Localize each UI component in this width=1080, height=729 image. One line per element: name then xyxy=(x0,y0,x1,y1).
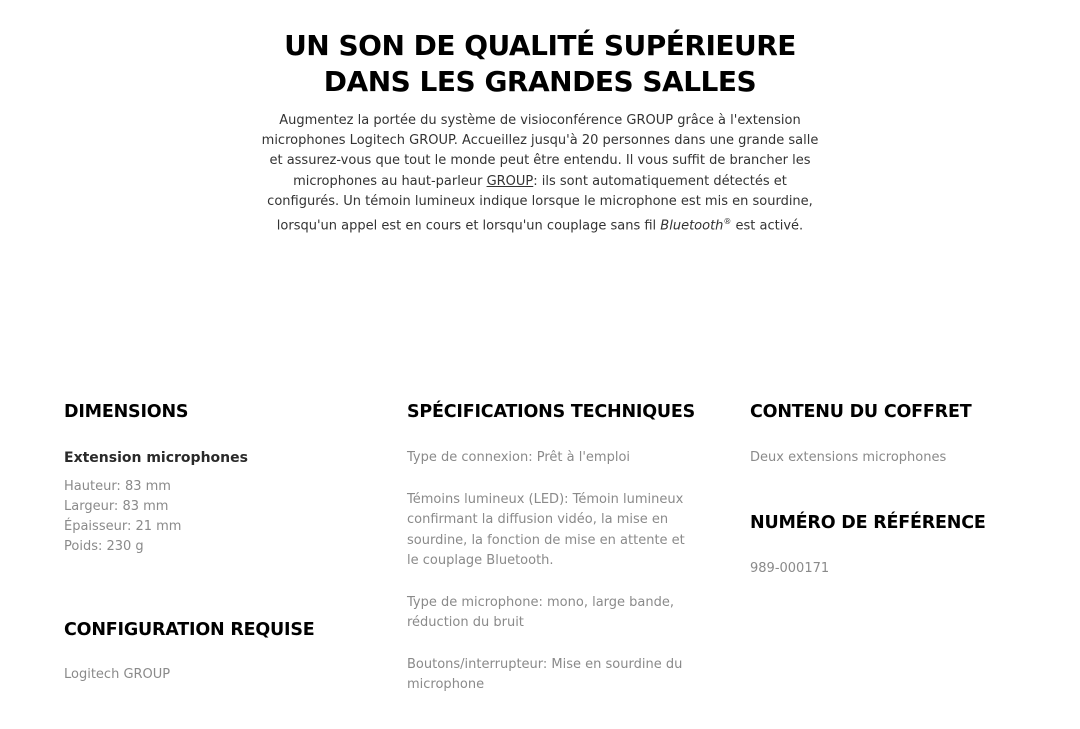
contents-heading: CONTENU DU COFFRET xyxy=(750,402,972,422)
dimension-weight: Poids: 230 g xyxy=(64,539,144,554)
bluetooth-text: Bluetooth xyxy=(660,218,724,234)
hero-title-line-2: DANS LES GRANDES SALLES xyxy=(323,65,757,98)
group-link[interactable]: GROUP xyxy=(486,173,534,189)
contents-value: Deux extensions microphones xyxy=(750,450,947,465)
reference-heading: NUMÉRO DE RÉFÉRENCE xyxy=(750,512,986,533)
specs-heading: SPÉCIFICATIONS TECHNIQUES xyxy=(407,402,696,422)
dimensions-heading: DIMENSIONS xyxy=(64,402,189,422)
spec-buttons: Boutons/interrupteur: Mise en sourdine du microphone xyxy=(407,656,683,692)
dimension-thickness: Épaisseur: 21 mm xyxy=(64,519,182,534)
dimensions-section xyxy=(64,398,364,557)
spec-leds: Témoins lumineux (LED): Témoin lumineux confirmant la diffusion vidéo, la mise en sourdine, la fonction de mise en attente et le couplage Bluetooth. xyxy=(407,491,685,568)
config-heading: CONFIGURATION REQUISE xyxy=(64,620,315,640)
hero-desc-part-2: : ils sont automatiquement détectés et configurés. Un témoin lumineux indique lorsque le microphone est mis en sourdine, lorsqu'un appel est en cours et lorsqu'un couplage sans fil xyxy=(267,173,813,234)
hero-description xyxy=(260,111,820,237)
contents-section xyxy=(750,398,1050,579)
spec-connection: Type de connexion: Prêt à l'emploi xyxy=(407,450,631,465)
hero-desc-part-1: Augmentez la portée du système de visioconférence GROUP grâce à l'extension microphones Logitech GROUP. Accueillez jusqu'à 20 personnes dans une grande salle et assurez-vous que tout le monde peut être entendu. Il vous suffit de brancher les microphones au haut-parleur xyxy=(261,113,819,189)
specs-section xyxy=(407,398,707,696)
hero-title xyxy=(0,28,1080,100)
reference-value: 989-000171 xyxy=(750,560,830,576)
dimensions-list xyxy=(64,477,364,557)
dimensions-subheading: Extension microphones xyxy=(64,450,248,466)
dimension-width: Largeur: 83 mm xyxy=(64,499,169,514)
registered-mark: ® xyxy=(723,217,732,227)
config-value: Logitech GROUP xyxy=(64,667,171,682)
hero-section xyxy=(0,28,1080,237)
dimension-height: Hauteur: 83 mm xyxy=(64,479,171,494)
hero-title-line-1: UN SON DE QUALITÉ SUPÉRIEURE xyxy=(284,29,796,62)
spec-microphone-type: Type de microphone: mono, large bande, réduction du bruit xyxy=(407,594,674,630)
hero-desc-part-3: est activé. xyxy=(731,218,804,234)
